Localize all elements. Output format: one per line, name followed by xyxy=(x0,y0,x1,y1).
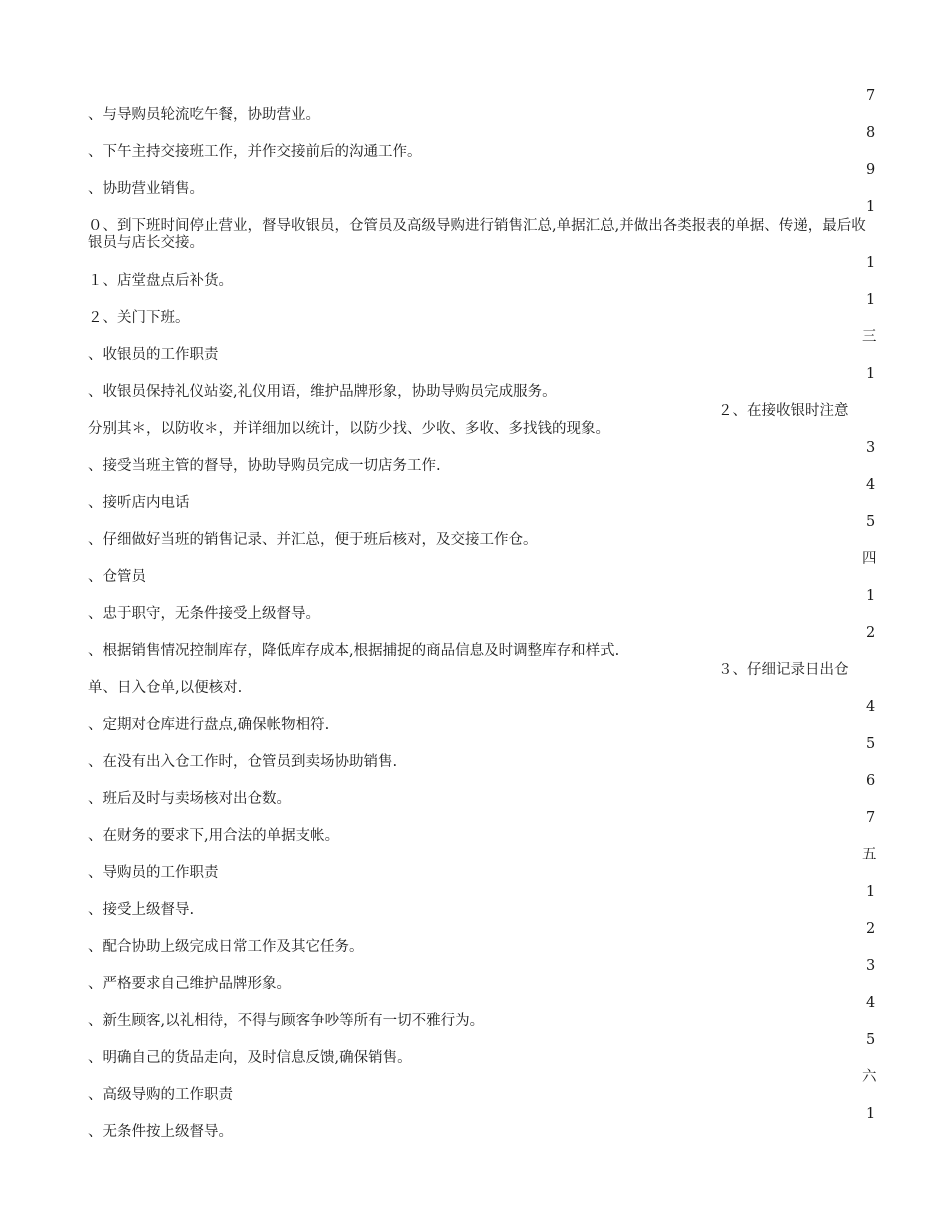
body-line-3: 、协助营业销售。 xyxy=(88,181,204,197)
section-heading-sales-guide: 、导购员的工作职责 xyxy=(88,865,219,881)
margin-mark: 四 xyxy=(862,551,877,567)
margin-mark: 1 xyxy=(866,884,876,900)
margin-mark: 五 xyxy=(862,847,877,863)
body-line-8: 、收银员保持礼仪站姿,礼仪用语，维护品牌形象，协助导购员完成服务。 xyxy=(88,384,557,400)
margin-mark: 5 xyxy=(866,1032,876,1048)
body-line-17: 、定期对仓库进行盘点,确保帐物相符. xyxy=(88,717,330,733)
body-line-12: 、仔细做好当班的销售记录、并汇总，便于班后核对，及交接工作仓。 xyxy=(88,532,538,548)
body-line-1: 、与导购员轮流吃午餐，协助营业。 xyxy=(88,107,320,123)
margin-mark: 1 xyxy=(866,199,876,215)
margin-mark: 7 xyxy=(866,810,876,826)
margin-mark: 2 xyxy=(866,921,876,937)
body-line-25: 、新生顾客,以礼相待，不得与顾客争吵等所有一切不雅行为。 xyxy=(88,1013,485,1029)
margin-mark: 4 xyxy=(866,699,876,715)
margin-mark: 三 xyxy=(862,329,877,345)
body-line-28: 、无条件按上级督导。 xyxy=(88,1124,233,1140)
body-line-20: 、在财务的要求下,用合法的单据支帐。 xyxy=(88,828,340,844)
margin-mark: 1 xyxy=(866,588,876,604)
margin-mark: 4 xyxy=(866,477,876,493)
body-line-4: ０、到下班时间停止营业，督导收银员，仓管员及高级导购进行销售汇总,单据汇总,并做出各类报表的单据、传递，最后收银员与店长交接。 xyxy=(88,218,866,251)
body-line-23: 、配合协助上级完成日常工作及其它任务。 xyxy=(88,939,364,955)
body-line-2: 、下午主持交接班工作，并作交接前后的沟通工作。 xyxy=(88,144,422,160)
margin-mark: 六 xyxy=(862,1069,877,1085)
body-line-22: 、接受上级督导. xyxy=(88,902,195,918)
body-line-9: 分别其＊，以防收＊，并详细加以统计，以防少找、少收、多收、多找钱的现象。 xyxy=(88,421,610,437)
margin-mark: 3 xyxy=(866,958,876,974)
margin-mark: 1 xyxy=(866,366,876,382)
body-line-11: 、接听店内电话 xyxy=(88,495,190,511)
margin-mark: 1 xyxy=(866,255,876,271)
side-note-1: ２、在接收银时注意 xyxy=(718,403,849,419)
section-heading-warehouse: 、仓管员 xyxy=(88,569,146,585)
body-line-6: ２、关门下班。 xyxy=(88,310,190,326)
body-line-26: 、明确自己的货品走向，及时信息反馈,确保销售。 xyxy=(88,1050,412,1066)
body-line-14: 、忠于职守，无条件接受上级督导。 xyxy=(88,606,320,622)
body-line-19: 、班后及时与卖场核对出仓数。 xyxy=(88,791,291,807)
margin-mark: 7 xyxy=(866,88,876,104)
margin-mark: 9 xyxy=(866,162,876,178)
margin-mark: 5 xyxy=(866,514,876,530)
section-heading-senior-guide: 、高级导购的工作职责 xyxy=(88,1087,233,1103)
body-line-10: 、接受当班主管的督导，协助导购员完成一切店务工作. xyxy=(88,458,441,474)
body-line-24: 、严格要求自己维护品牌形象。 xyxy=(88,976,291,992)
margin-mark: 1 xyxy=(866,1106,876,1122)
body-line-15: 、根据销售情况控制库存，降低库存成本,根据捕捉的商品信息及时调整库存和样式. xyxy=(88,643,620,659)
body-line-5: １、店堂盘点后补货。 xyxy=(88,273,233,289)
margin-mark: 8 xyxy=(866,125,876,141)
margin-mark: 4 xyxy=(866,995,876,1011)
margin-mark: 2 xyxy=(866,625,876,641)
side-note-2: ３、仔细记录日出仓 xyxy=(718,662,849,678)
body-line-16: 单、日入仓单,以便核对. xyxy=(88,680,243,696)
margin-mark: 1 xyxy=(866,292,876,308)
margin-mark: 6 xyxy=(866,773,876,789)
margin-mark: 3 xyxy=(866,440,876,456)
margin-mark: 5 xyxy=(866,736,876,752)
body-line-18: 、在没有出入仓工作时，仓管员到卖场协助销售. xyxy=(88,754,398,770)
section-heading-cashier: 、收银员的工作职责 xyxy=(88,347,219,363)
